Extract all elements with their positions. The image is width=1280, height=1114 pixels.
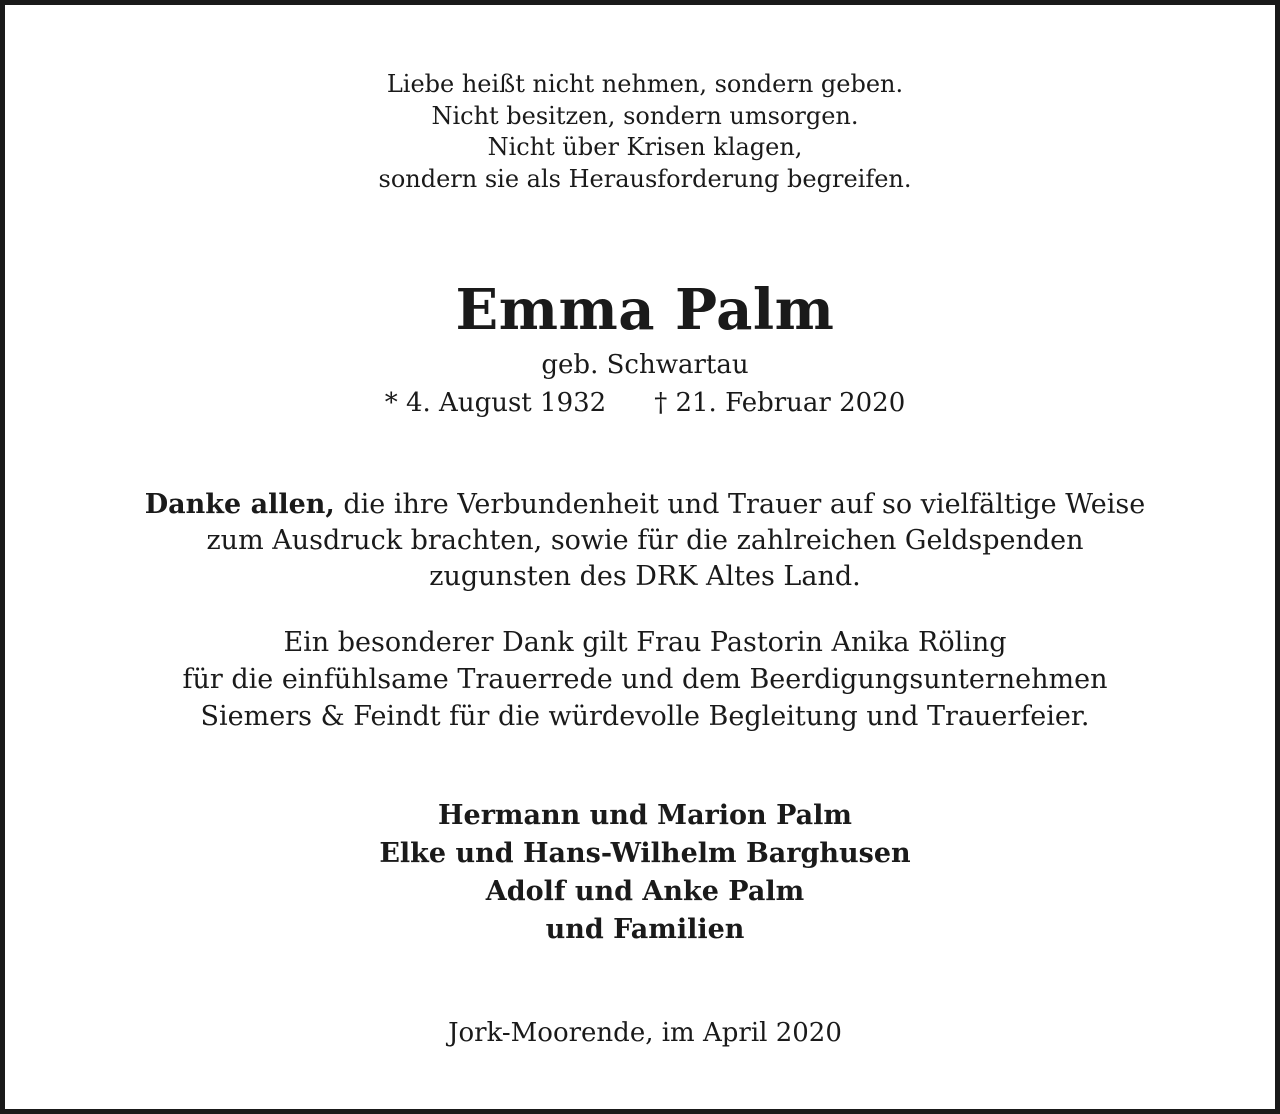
- poem-line-3: Nicht über Krisen klagen,: [487, 133, 803, 161]
- thanks-line-1: [5, 487, 1280, 522]
- poem-line-2: Nicht besitzen, sondern umsorgen.: [431, 102, 859, 130]
- thanks-line-1-rest: die ihre Verbundenheit und Trauer auf so vielfältige Weise: [334, 489, 1146, 520]
- signatory-4: und Familien: [545, 914, 745, 945]
- signatory-3: Adolf und Anke Palm: [485, 876, 805, 907]
- death-date: † 21. Februar 2020: [654, 388, 906, 418]
- birth-name: geb. Schwartau: [541, 350, 749, 380]
- birth-date: * 4. August 1932: [384, 388, 607, 418]
- poem-line-1: Liebe heißt nicht nehmen, sondern geben.: [386, 70, 904, 98]
- thanks-line-2: zum Ausdruck brachten, sowie für die zahlreichen Geldspenden: [206, 525, 1084, 556]
- life-dates: [5, 386, 1280, 420]
- place-date: Jork-Moorende, im April 2020: [448, 1018, 842, 1048]
- signatory-2: Elke und Hans-Wilhelm Barghusen: [379, 838, 911, 869]
- special-thanks-line-1: Ein besonderer Dank gilt Frau Pastorin Anika Röling: [283, 627, 1007, 658]
- special-thanks-line-3: Siemers & Feindt für die würdevolle Begleitung und Trauerfeier.: [200, 701, 1090, 732]
- special-thanks-line-2: für die einfühlsame Trauerrede und dem Beerdigungsunternehmen: [182, 664, 1108, 695]
- thanks-line-3: zugunsten des DRK Altes Land.: [429, 561, 861, 592]
- thanks-lead: Danke allen,: [144, 489, 335, 520]
- signatory-1: Hermann und Marion Palm: [438, 800, 852, 831]
- deceased-name: Emma Palm: [455, 277, 835, 343]
- poem-line-4: sondern sie als Herausforderung begreifen.: [378, 165, 912, 193]
